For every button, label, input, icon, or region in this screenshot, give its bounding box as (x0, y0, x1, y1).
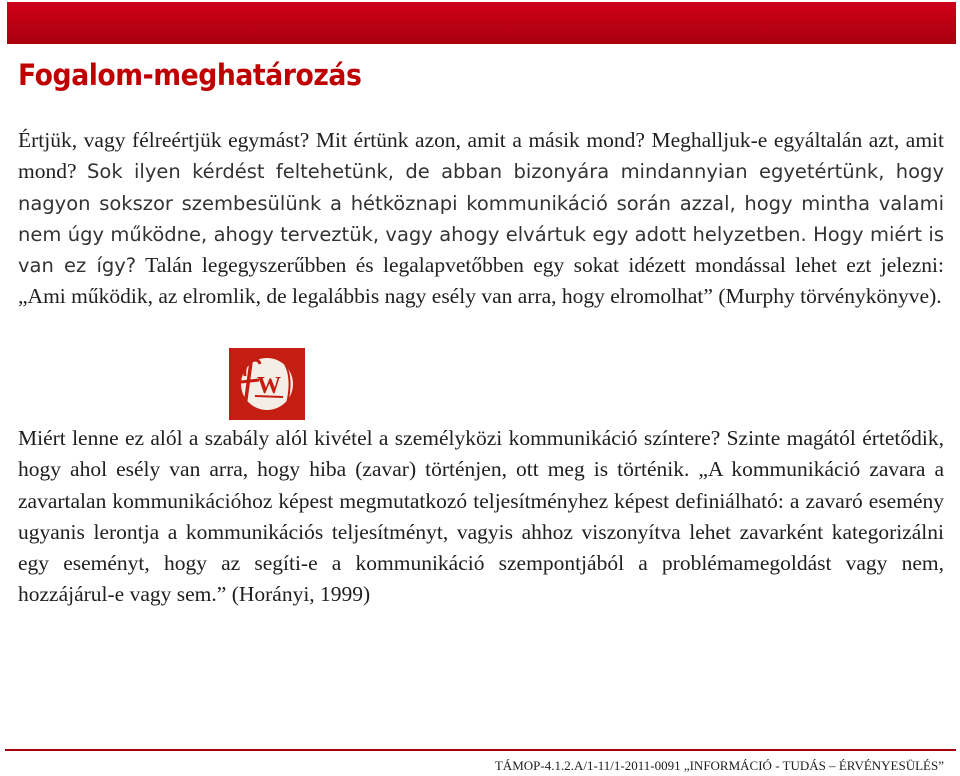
footer-project-id: TÁMOP-4.1.2.A/1-11/1-2011-0091 „INFORMÁCIÓ - TUDÁS – ÉRVÉNYESÜLÉS” (494, 758, 944, 773)
page-title: Fogalom-meghatározás (18, 58, 362, 92)
murphy-w-logo-icon (229, 348, 305, 420)
footer-divider (5, 749, 956, 751)
logo-graphic (229, 348, 305, 420)
intro-common-experience: Sok ilyen kérdést feltehetünk, de abban bizonyára mindannyian egyetértünk, hogy nagyon sokszor szembesülünk a hétköznapi kommunikáció során azzal, hogy mintha valami nem úgy működne, ahogy terveztük, vagy ahogy elvártuk egy adott helyzetben. Hogy miért is van ez így? (18, 160, 944, 278)
header-bar (7, 2, 956, 44)
communication-paragraph: Miért lenne ez alól a szabály alól kivétel a személyközi kommunikáció színtere? Szinte magától értetődik, hogy ahol esély van arra, hogy hiba (zavar) történjen, ott meg is történik. „A kommunikáció zavara a zavartalan kommunikációhoz képest megmutatkozó teljesítményhez képest definiálható: a zavaró esemény ugyanis lerontja a kommunikációs teljesítményt, vagyis ahhoz viszonyítva lehet zavarként kategorizálni egy eseményt, hogy az segíti-e a kommunikáció szempontjából a problémamegoldást vagy nem, hozzájárul-e vagy sem.” (Horányi, 1999) (18, 426, 944, 607)
intro-questions: Értjük, vagy félreértjük egymást? Mit értünk azon, amit a másik mond? Meghalljuk-e egyáltalán azt, amit mond? (18, 128, 944, 184)
intro-paragraph (18, 125, 944, 313)
logo-letter: W (257, 373, 281, 399)
intro-murphy-quote: Talán legegyszerűbben és legalapvetőbben egy sokat idézett mondással lehet ezt jelezni: „Ami működik, az elromlik, de legalábbis nagy esély van arra, hogy elromolhat” (Murphy törvénykönyve). (18, 253, 944, 309)
